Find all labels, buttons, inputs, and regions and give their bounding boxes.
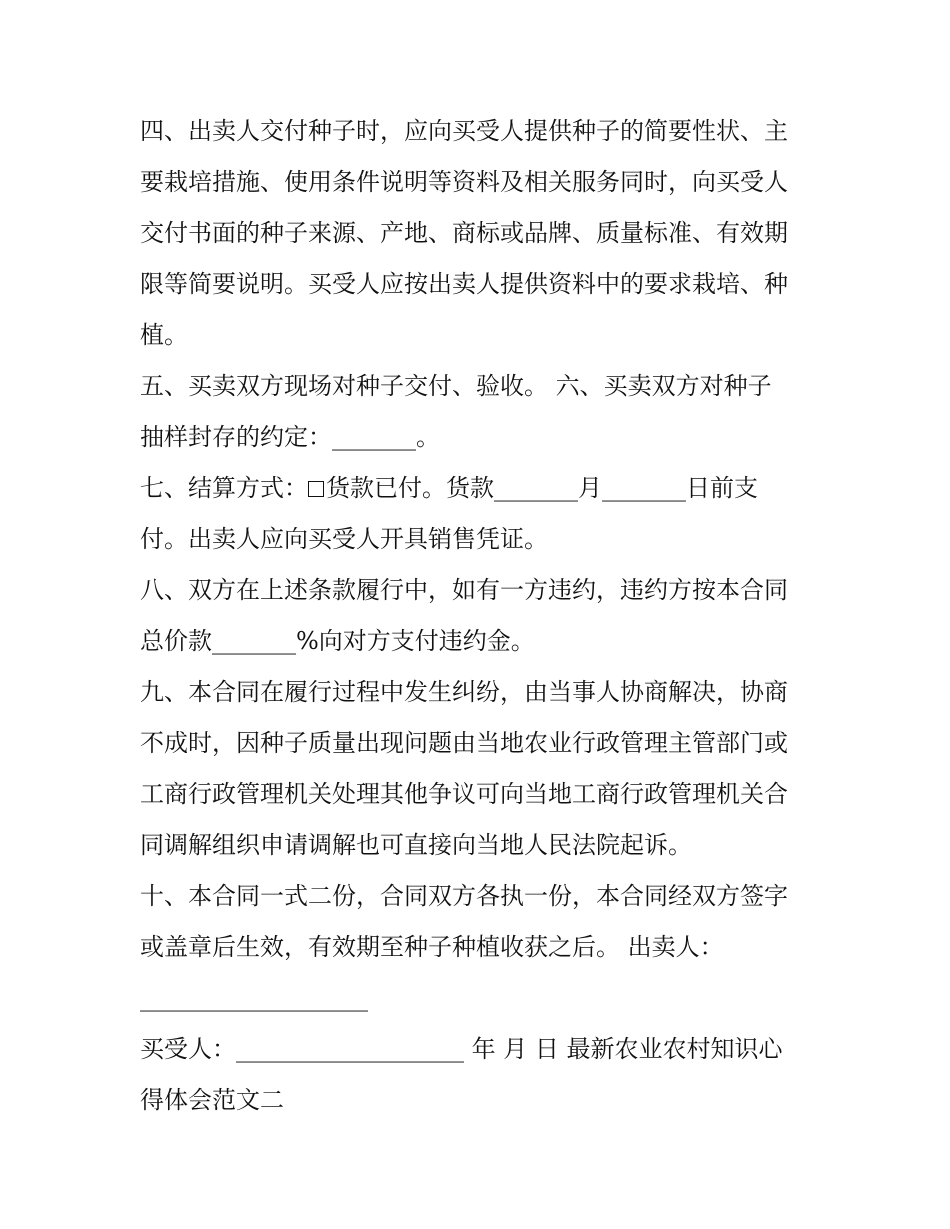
clause-4-line-4: 限等简要说明。买受人应按出卖人提供资料中的要求栽培、种 <box>140 270 788 298</box>
next-article-title: 得体会范文二 <box>140 1086 284 1114</box>
seller-signature-line: ___________________ <box>140 984 368 1012</box>
clause-7-line-2: 付。出卖人应向买受人开具销售凭证。 <box>140 525 548 553</box>
clause-9-line-1: 九、本合同在履行过程中发生纠纷，由当事人协商解决，协商 <box>140 678 788 706</box>
clause-7-payment-text: 货款已付。货款_______月_______日前支 <box>326 474 758 502</box>
clause-4-line-5: 植。 <box>140 321 188 349</box>
clause-4-line-1: 四、出卖人交付种子时，应向买受人提供种子的简要性状、主 <box>140 117 788 145</box>
clause-5-6-line-1: 五、买卖双方现场对种子交付、验收。 六、买卖双方对种子 <box>140 372 772 400</box>
clause-7-line-1 <box>140 463 820 514</box>
clause-4-line-2: 要栽培措施、使用条件说明等资料及相关服务同时，向买受人 <box>140 168 788 196</box>
buyer-signature-line: 买受人：___________________ 年 月 日 最新农业农村知识心 <box>140 1035 783 1063</box>
clause-9-line-4: 同调解组织申请调解也可直接向当地人民法院起诉。 <box>140 831 692 859</box>
clause-10-line-2: 或盖章后生效，有效期至种子种植收获之后。 出卖人： <box>140 933 724 961</box>
checkbox-icon <box>308 481 324 497</box>
clause-9-line-3: 工商行政管理机关处理其他争议可向当地工商行政管理机关合 <box>140 780 788 808</box>
clause-8-line-2: 总价款_______%向对方支付违约金。 <box>140 627 535 655</box>
clause-6-line-2: 抽样封存的约定：_______。 <box>140 423 440 451</box>
clause-4-line-3: 交付书面的种子来源、产地、商标或品牌、质量标准、有效期 <box>140 219 788 247</box>
clause-8-line-1: 八、双方在上述条款履行中，如有一方违约，违约方按本合同 <box>140 576 788 604</box>
clause-9-line-2: 不成时，因种子质量出现问题由当地农业行政管理主管部门或 <box>140 729 788 757</box>
clause-7-label: 七、结算方式： <box>140 474 308 502</box>
document-body <box>140 106 820 1126</box>
clause-10-line-1: 十、本合同一式二份，合同双方各执一份，本合同经双方签字 <box>140 882 788 910</box>
